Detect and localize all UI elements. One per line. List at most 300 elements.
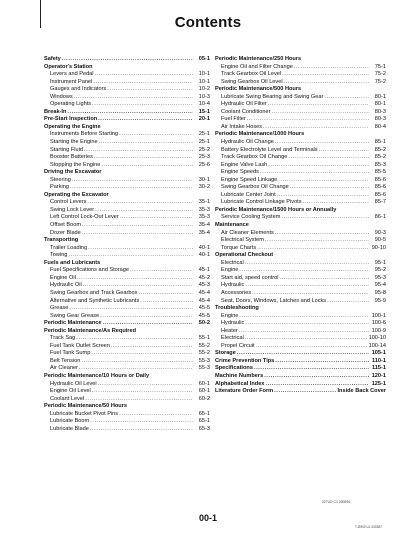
toc-entry-page: 95-2 [374,267,386,274]
toc-entry-label: Engine Speed Linkage [221,176,278,183]
toc-entry-page: 20-1 [198,116,210,123]
toc-entry[interactable] [215,290,386,298]
toc-leader-dots [245,320,369,328]
toc-right-column [215,56,386,396]
toc-entry[interactable] [44,207,210,215]
toc-entry[interactable] [44,245,210,253]
toc-entry[interactable] [215,101,386,109]
toc-entry[interactable] [44,396,210,404]
toc-entry-label: Battery Electrolyte Level and Terminals [221,146,318,153]
toc-entry[interactable] [44,86,210,94]
toc-leader-dots [264,373,369,381]
toc-entry-page: 50-2 [198,320,210,327]
toc-leader-dots [107,86,193,94]
toc-leader-dots [76,335,193,343]
toc-entry-page: 40-1 [198,252,210,259]
toc-entry[interactable] [44,282,210,290]
toc-entry-page: 10-4 [198,101,210,108]
toc-entry-label: Operational Checkout [215,252,274,259]
toc-entry[interactable] [44,418,210,426]
toc-entry-page: 25-1 [198,131,210,138]
toc-leader-dots [120,214,193,222]
toc-entry-page: 65-3 [198,425,210,432]
toc-entry-page: 85-6 [374,176,386,183]
toc-entry-label: Swing Gearbox Oil Level [221,78,283,85]
toc-leader-dots [87,199,193,207]
toc-entry-page: 85-5 [374,169,386,176]
toc-entry[interactable] [44,71,210,79]
toc-entry-page: 35-3 [198,206,210,213]
toc-entry-page: 105-1 [371,350,386,357]
toc-entry[interactable] [44,79,210,87]
toc-leader-dots [245,282,369,290]
toc-entry[interactable] [215,94,386,102]
toc-entry-page: 30-2 [198,184,210,191]
toc-entry-page: 85-6 [374,184,386,191]
toc-entry[interactable] [44,154,210,162]
toc-entry[interactable] [215,116,386,124]
toc-entry-page: 100-10 [368,335,386,342]
toc-entry-label: Service Cooling System [221,214,281,221]
toc-entry[interactable] [215,350,386,358]
toc-entry-label: Instrument Panel [50,78,93,85]
toc-leader-dots [254,365,369,373]
toc-entry-label: Operating the Engine [44,123,101,130]
toc-entry[interactable] [215,328,386,336]
toc-entry-label: Periodic Maintenance/500 Hours [215,86,302,93]
toc-entry-page: 80-1 [374,93,386,100]
toc-leader-dots [95,71,193,79]
toc-entry[interactable] [44,192,210,200]
toc-entry[interactable] [44,343,210,351]
toc-entry[interactable] [44,252,210,260]
toc-entry[interactable] [215,260,386,268]
toc-entry-label: Coolant Level [50,395,85,402]
toc-entry-label: Crime Prevention Tips [215,357,275,364]
toc-entry-page: 100-1 [371,312,386,319]
toc-entry-page: 15-1 [198,108,210,115]
toc-entry-label: Track Sag [50,335,76,342]
toc-entry-label: Periodic Maintenance/1500 Hours or Annually [215,206,337,213]
toc-entry-label: Swing Lock Lever [50,206,95,213]
toc-entry[interactable] [44,94,210,102]
toc-entry[interactable] [215,381,386,389]
toc-entry-label: Lubricate Blade [50,425,89,432]
toc-entry[interactable] [44,214,210,222]
toc-entry-label: Operator's Station [44,63,93,70]
toc-entry-label: Towing [50,252,68,259]
toc-entry[interactable] [44,131,210,139]
toc-leader-dots [119,131,193,139]
toc-entry-page: 60-1 [198,380,210,387]
toc-leader-dots [93,79,193,87]
toc-leader-dots [67,109,193,117]
toc-entry-page: Inside Back Cover [337,388,386,395]
toc-entry-page: 125-1 [371,380,386,387]
toc-entry-label: Fuel Tank Outlet Screen [50,342,110,349]
toc-leader-dots [274,388,336,396]
toc-entry-label: Periodic Maintenance/10 Hours or Daily [44,372,150,379]
toc-entry[interactable] [44,109,210,117]
toc-entry[interactable] [44,365,210,373]
toc-entry[interactable] [44,335,210,343]
toc-entry[interactable] [215,305,386,313]
toc-entry-label: Lubricate Boom [50,418,90,425]
toc-entry-page: 75-2 [374,78,386,85]
toc-leader-dots [303,199,369,207]
toc-entry-page: 80-4 [374,123,386,130]
toc-entry[interactable] [44,426,210,434]
toc-entry[interactable] [215,282,386,290]
toc-entry[interactable] [44,305,210,313]
toc-entry[interactable] [215,214,386,222]
toc-leader-dots [245,335,368,343]
toc-entry[interactable] [44,177,210,185]
toc-entry-label: Offset Boom [50,222,81,229]
toc-entry-page: 60-2 [198,395,210,402]
toc-entry[interactable] [215,154,386,162]
toc-entry-page: 35-3 [198,214,210,221]
toc-entry[interactable] [215,79,386,87]
toc-leader-dots [99,139,193,147]
toc-entry[interactable] [215,313,386,321]
toc-entry-label: Steering [50,176,71,183]
toc-leader-dots [278,177,369,185]
toc-leader-dots [90,426,193,434]
toc-entry-label: Electrical [221,335,244,342]
toc-entry[interactable] [215,237,386,245]
toc-leader-dots [94,154,193,162]
toc-entry-label: Booster Batteries [50,154,93,161]
toc-entry[interactable] [44,64,210,72]
toc-leader-dots [72,177,193,185]
toc-leader-dots [98,381,193,389]
toc-entry-page: 110-1 [372,357,386,364]
toc-leader-dots [239,328,369,336]
toc-leader-dots [271,109,369,117]
toc-entry-label: Pre-Start Inspection [44,116,98,123]
page-number: 00-1 [198,513,217,523]
toc-entry-page: 10-1 [198,78,210,85]
toc-leader-dots [69,305,193,313]
toc-entry-page: 90-10 [371,244,386,251]
toc-entry[interactable] [215,109,386,117]
toc-entry-label: Maintenance [215,222,249,229]
toc-entry-page: 100-9 [371,327,386,334]
toc-entry[interactable] [215,139,386,147]
toc-leader-dots [62,56,193,64]
toc-entry-label: Hydraulic Oil [50,282,82,289]
toc-entry[interactable] [44,373,210,381]
toc-entry-page: 80-3 [374,108,386,115]
toc-entry[interactable] [215,335,386,343]
toc-leader-dots [239,313,369,321]
toc-entry[interactable] [44,381,210,389]
toc-entry[interactable] [44,260,210,268]
toc-entry-page: 65-1 [198,410,210,417]
toc-entry-label: Torque Charts [221,244,257,251]
toc-entry[interactable] [215,275,386,283]
toc-entry-label: Control Levers [50,199,87,206]
toc-entry-page: 85-6 [374,191,386,198]
toc-entry-label: Accessories [221,289,252,296]
toc-entry[interactable] [215,320,386,328]
toc-entry[interactable] [44,162,210,170]
toc-entry-page: 90-3 [374,229,386,236]
toc-leader-dots [281,214,369,222]
toc-entry-page: 85-2 [374,146,386,153]
toc-leader-dots [265,237,369,245]
toc-entry[interactable] [44,358,210,366]
toc-entry[interactable] [215,162,386,170]
toc-leader-dots [268,162,369,170]
toc-entry-label: Specifications [215,365,253,372]
toc-leader-dots [247,116,369,124]
toc-leader-dots [280,275,369,283]
toc-entry-page: 86-1 [374,214,386,221]
toc-entry-page: 45-1 [198,267,210,274]
page-title: Contents [174,14,242,31]
toc-entry-page: 60-1 [198,388,210,395]
toc-entry-label: Seat, Doors, Windows, Latches and Locks [221,297,327,304]
toc-entry[interactable] [44,328,210,336]
toc-leader-dots [98,116,193,124]
toc-leader-dots [256,343,368,351]
toc-entry-page: 55-2 [198,350,210,357]
toc-entry[interactable] [215,388,386,396]
toc-entry-page: 45-2 [198,274,210,281]
toc-leader-dots [92,101,193,109]
toc-entry[interactable] [215,365,386,373]
toc-entry-page: 25-6 [198,161,210,168]
toc-entry-label: Transporting [44,237,79,244]
toc-entry[interactable] [215,56,386,64]
toc-leader-dots [88,245,193,253]
toc-entry-page: 05-1 [198,56,210,62]
toc-entry-label: Lubricate Center Joint [221,191,276,198]
toc-entry[interactable] [44,101,210,109]
toc-entry-label: Trailer Loading [50,244,88,251]
toc-entry-label: Operating the Excavator [44,191,109,198]
toc-entry-label: Left Control Lock-Out Lever [50,214,119,221]
toc-entry-label: Lubricate Control Linkage Pivots [221,199,302,206]
toc-entry-page: 45-4 [198,289,210,296]
toc-leader-dots [77,275,193,283]
toc-entry-page: 100-14 [368,342,386,349]
toc-entry[interactable] [44,116,210,124]
toc-entry-label: Safety [44,56,61,62]
toc-entry-page: 55-3 [198,357,210,364]
toc-leader-dots [275,358,369,366]
toc-leader-dots [91,350,193,358]
toc-entry[interactable] [215,86,386,94]
toc-leader-dots [130,267,193,275]
toc-entry[interactable] [44,56,210,64]
toc-entry[interactable] [215,169,386,177]
toc-entry-page: 85-3 [374,161,386,168]
toc-entry-label: Heater [221,327,238,334]
toc-entry-label: Hydraulic [221,282,245,289]
toc-entry-page: 45-3 [198,282,210,289]
toc-entry-page: 25-1 [198,139,210,146]
toc-entry[interactable] [215,373,386,381]
toc-leader-dots [138,290,193,298]
toc-entry-label: Start aid, speed control [221,274,279,281]
toc-entry-label: Periodic Maintenance/1000 Hours [215,131,305,138]
toc-leader-dots [277,192,369,200]
toc-entry-page: 65-1 [198,418,210,425]
toc-entry[interactable] [215,64,386,72]
toc-entry[interactable] [44,388,210,396]
toc-entry[interactable] [44,403,210,411]
toc-entry-page: 10-3 [198,93,210,100]
toc-entry-page: 90-5 [374,237,386,244]
toc-entry-label: Stopping the Engine [50,161,101,168]
toc-entry[interactable] [44,275,210,283]
toc-entry-label: Windows [50,93,73,100]
toc-leader-dots [288,154,369,162]
toc-leader-dots [79,365,193,373]
toc-entry[interactable] [215,222,386,230]
toc-entry[interactable] [215,267,386,275]
toc-entry[interactable] [44,184,210,192]
toc-entry-page: 95-1 [374,259,386,266]
toc-entry[interactable] [215,199,386,207]
toc-leader-dots [100,313,193,321]
toc-leader-dots [239,267,369,275]
toc-entry-label: Periodic Maintenance/As Required [44,327,137,334]
toc-entry-page: 55-3 [198,365,210,372]
toc-entry-page: 95-3 [374,274,386,281]
toc-entry[interactable] [215,177,386,185]
toc-entry-page: 95-8 [374,289,386,296]
toc-entry-label: Instruments Before Starting [50,131,119,138]
toc-entry[interactable] [44,411,210,419]
toc-entry[interactable] [44,230,210,238]
toc-entry-page: 35-4 [198,229,210,236]
toc-entry-label: Belt Tension [50,357,81,364]
toc-entry[interactable] [215,124,386,132]
toc-entry-page: 25-2 [198,146,210,153]
toc-entry-page: 85-1 [374,139,386,146]
toc-entry[interactable] [215,192,386,200]
toc-leader-dots [263,124,369,132]
toc-entry-label: Operating Lights [50,101,92,108]
toc-entry-page: 45-4 [198,297,210,304]
toc-entry-page: 10-2 [198,86,210,93]
toc-entry[interactable] [44,139,210,147]
toc-entry-label: Levers and Pedal [50,71,94,78]
toc-entry-page: 100-6 [371,320,386,327]
toc-entry[interactable] [44,147,210,155]
toc-entry[interactable] [44,313,210,321]
toc-entry-label: Track Gearbox Oil Level [221,71,282,78]
toc-entry-page: 45-5 [198,305,210,312]
toc-entry-page: 95-9 [374,297,386,304]
toc-leader-dots [327,298,369,306]
toc-entry-page: 85-2 [374,154,386,161]
toc-entry-label: Fuel Specifications and Storage [50,267,129,274]
toc-entry-label: Hydraulic Oil Filter [221,101,267,108]
toc-entry-label: Hydraulic Oil Change [221,139,274,146]
toc-entry[interactable] [215,207,386,215]
toc-entry[interactable] [44,290,210,298]
toc-entry[interactable] [215,298,386,306]
toc-entry[interactable] [215,343,386,351]
toc-entry-label: Periodic Maintenance/250 Hours [215,56,302,62]
toc-entry-label: Lubricate Swing Bearing and Swing Gear [221,93,324,100]
footer-reference: 027UD C1 030594 [322,500,351,504]
toc-leader-dots [82,230,193,238]
toc-entry-page: 55-2 [198,342,210,349]
toc-leader-dots [68,252,193,260]
toc-entry-page: 80-3 [374,116,386,123]
toc-entry-label: Dozer Blade [50,229,81,236]
toc-entry-label: Alphabetical Index [215,380,265,387]
toc-entry-label: Grease [50,305,69,312]
toc-entry[interactable] [44,350,210,358]
toc-entry[interactable] [215,358,386,366]
toc-entry-label: Fuel Filter [221,116,246,123]
toc-entry-label: Swing Gearbox Oil Change [221,184,289,191]
toc-left-column [44,56,210,433]
toc-entry-label: Air Cleaner [50,365,78,372]
toc-leader-dots [140,298,193,306]
toc-entry[interactable] [215,245,386,253]
toc-leader-dots [324,94,369,102]
toc-leader-dots [265,381,369,389]
toc-entry-label: Coolant Conditioner [221,108,271,115]
toc-entry[interactable] [44,124,210,132]
toc-entry-label: Lubricate Bucket Pivot Pins [50,410,119,417]
toc-leader-dots [81,358,193,366]
toc-leader-dots [95,207,193,215]
toc-entry-label: Starting the Engine [50,139,98,146]
toc-entry[interactable] [44,267,210,275]
toc-entry-page: 75-1 [374,63,386,70]
toc-entry-label: Track Gearbox Oil Change [221,154,288,161]
toc-entry-label: Air Cleaner Elements [221,229,274,236]
toc-leader-dots [268,101,369,109]
toc-entry[interactable] [44,298,210,306]
toc-entry-page: 30-1 [198,176,210,183]
toc-entry[interactable] [44,222,210,230]
toc-entry[interactable] [44,320,210,328]
toc-entry[interactable] [215,131,386,139]
toc-leader-dots [101,162,193,170]
toc-entry[interactable] [215,184,386,192]
toc-entry-page: 10-1 [198,71,210,78]
toc-entry[interactable] [215,252,386,260]
toc-entry-label: Engine Valve Lash [221,161,268,168]
toc-leader-dots [290,184,369,192]
toc-entry-page: 115-1 [372,365,386,372]
toc-entry-label: Electrical System [221,237,264,244]
toc-entry-label: Air Intake Hoses [221,123,263,130]
toc-entry-label: Electrical [221,259,244,266]
toc-leader-dots [82,222,193,230]
toc-entry[interactable] [44,199,210,207]
toc-entry[interactable] [44,169,210,177]
toc-entry[interactable] [215,230,386,238]
toc-leader-dots [92,388,193,396]
toc-entry-label: Parking [50,184,69,191]
toc-entry[interactable] [215,147,386,155]
toc-leader-dots [282,71,369,79]
toc-entry[interactable] [215,71,386,79]
toc-leader-dots [275,139,369,147]
toc-entry[interactable] [44,237,210,245]
